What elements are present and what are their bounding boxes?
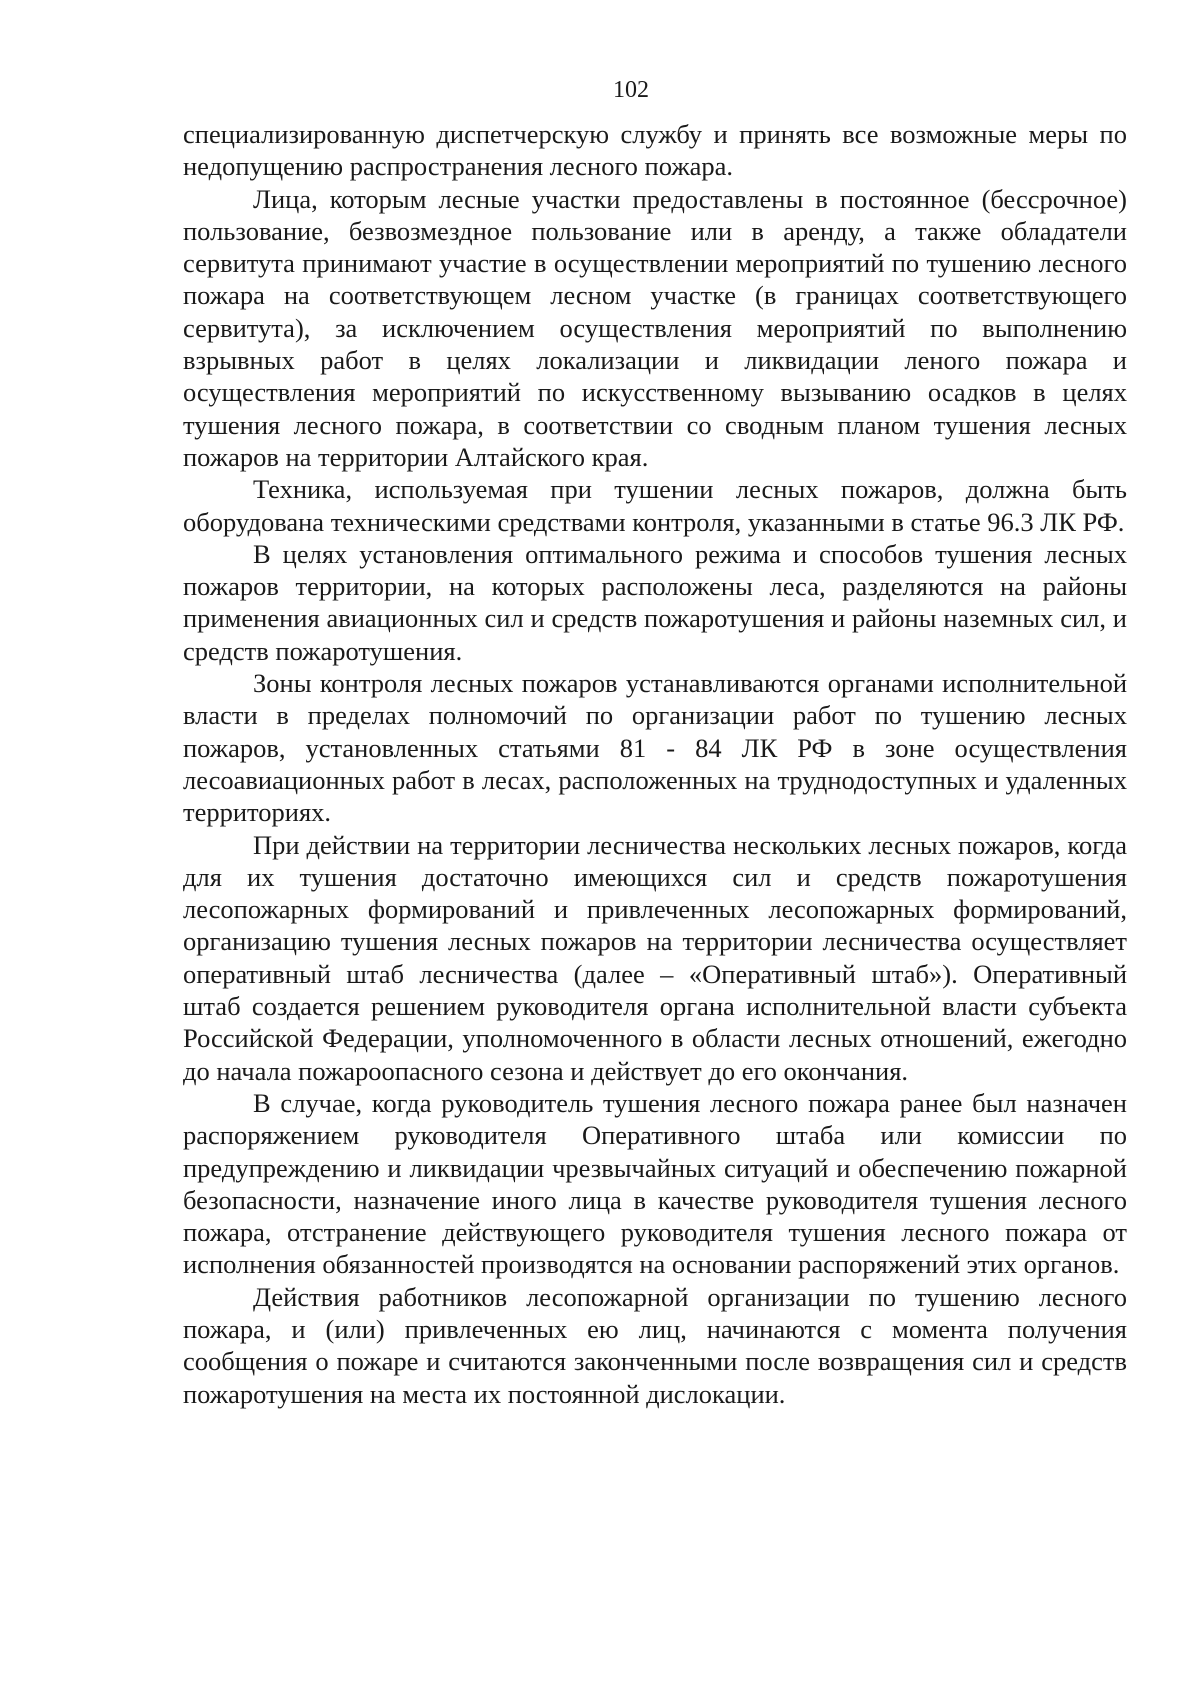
paragraph-7: В случае, когда руководитель тушения лесного пожара ранее был назначен распоряжением руководителя Оперативного штаба или комиссии по предупреждению и ликвидации чрезвычайных ситуаций и обеспечению пожарной безопасности, назначение иного лица в качестве руководителя тушения лесного пожара, отстранение действующего руководителя тушения лесного пожара от исполнения обязанностей производятся на основании распоряжений этих органов. — [183, 1087, 1127, 1280]
paragraph-8: Действия работников лесопожарной организации по тушению лесного пожара, и (или) привлеченных ею лиц, начинаются с момента получения сообщения о пожаре и считаются законченными после возвращения сил и средств пожаротушения на места их постоянной дислокации. — [183, 1281, 1127, 1409]
paragraph-5: Зоны контроля лесных пожаров устанавливаются органами исполнительной власти в пределах полномочий по организации работ по тушению лесных пожаров, установленных статьями 81 - 84 ЛК РФ в зоне осуществления лесоавиационных работ в лесах, расположенных на труднодоступных и удаленных территориях. — [183, 668, 1127, 828]
page-number: 102 — [613, 77, 649, 103]
document-body — [183, 118, 1127, 1410]
paragraph-4: В целях установления оптимального режима и способов тушения лесных пожаров территории, на которых расположены леса, разделяются на районы применения авиационных сил и средств пожаротушения и районы наземных сил, и средств пожаротушения. — [183, 538, 1127, 666]
paragraph-3: Техника, используемая при тушении лесных пожаров, должна быть оборудована техническими средствами контроля, указанными в статье 96.3 ЛК РФ. — [183, 474, 1127, 537]
paragraph-1: специализированную диспетчерскую службу и принять все возможные меры по недопущению распространения лесного пожара. — [183, 119, 1127, 182]
paragraph-2: Лица, которым лесные участки предоставлены в постоянное (бессрочное) пользование, безвозмездное пользование или в аренду, а также обладатели сервитута принимают участие в осуществлении мероприятий по тушению лесного пожара на соответствующем лесном участке (в границах соответствующего сервитута), за исключением осуществления мероприятий по выполнению взрывных работ в целях локализации и ликвидации леного пожара и осуществления мероприятий по искусственному вызыванию осадков в целях тушения лесного пожара, в соответствии со сводным планом тушения лесных пожаров на территории Алтайского края. — [183, 183, 1127, 472]
paragraph-6: При действии на территории лесничества нескольких лесных пожаров, когда для их тушения достаточно имеющихся сил и средств пожаротушения лесопожарных формирований и привлеченных лесопожарных формирований, организацию тушения лесных пожаров на территории лесничества осуществляет оперативный штаб лесничества (далее – «Оперативный штаб»). Оперативный штаб создается решением руководителя органа исполнительной власти субъекта Российской Федерации, уполномоченного в области лесных отношений, ежегодно до начала пожароопасного сезона и действует до его окончания. — [183, 829, 1127, 1086]
